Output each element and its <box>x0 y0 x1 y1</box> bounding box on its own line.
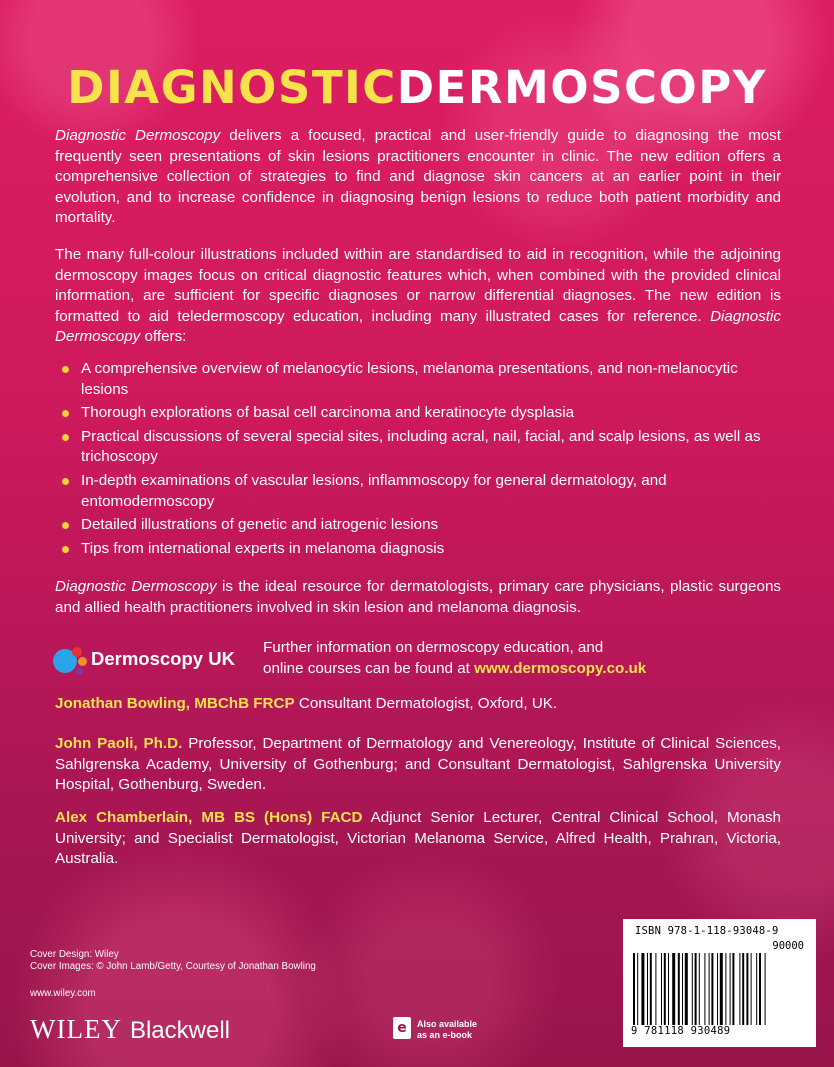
further-info <box>263 638 763 679</box>
publisher-imprint: Blackwell <box>129 1017 230 1044</box>
further-info-line2 <box>263 659 763 680</box>
author-bowling <box>55 694 781 715</box>
ebook-line1: Also available <box>417 1019 478 1029</box>
cover-design-credit: Cover Design: Wiley <box>30 949 119 960</box>
title-part2: DERMOSCOPY <box>396 61 767 114</box>
author-paoli <box>55 734 781 796</box>
bullet-icon <box>62 366 69 373</box>
ebook-text <box>417 1019 477 1041</box>
dermoscopy-uk-logo <box>53 637 243 681</box>
author-bio: Consultant Dermatologist, Oxford, UK. <box>294 695 558 712</box>
author-bio: Professor, Department of Dermatology and Venereology, Institute of Clinical Sciences, Sahlgrenska Academy, University of Gothenburg; and Consultant Dermatologist, Sahlgrenska University Hospital, Gothenburg, Sweden. <box>55 735 782 794</box>
isbn-barcode-box <box>623 919 816 1047</box>
para2-text: The many full-colour illustrations included within are standardised to aid in recognition, while the adjoining dermoscopy images focus on critical diagnostic features which, when combined with the provided clinical information, are sufficient for specific diagnoses or narrow differential diagnoses. The new edition is formatted to aid teledermoscopy education, including many illustrated cases for reference. <box>55 246 781 325</box>
bullet-icon <box>62 434 69 441</box>
bullet-text: A comprehensive overview of melanocytic lesions, melanoma presentations, and non-melanocytic lesions <box>81 360 738 398</box>
further-info-line1: Further information on dermoscopy education, and <box>263 639 604 656</box>
audience-paragraph <box>55 577 781 618</box>
para3-book-title: Diagnostic Dermoscopy <box>55 578 217 595</box>
ebook-icon: e <box>393 1017 411 1039</box>
para3-text: is the ideal resource for dermatologists, primary care physicians, plastic surgeons and allied health practitioners involved in skin lesion and melanoma diagnosis. <box>55 578 781 616</box>
list-item <box>55 427 781 468</box>
author-name: John Paoli, Ph.D. <box>55 735 183 752</box>
logo-dot-icon <box>76 668 83 675</box>
intro-text: delivers a focused, practical and user-friendly guide to diagnosing the most frequently seen presentations of skin lesions practitioners encounter in clinic. The new edition offers a comprehensive collection of strategies to find and diagnose skin cancers at an earlier point in their evolution, and to increase confidence in diagnosing benign lesions to reduce both patient morbidity and mortality. <box>55 127 781 227</box>
logo-dot-icon <box>78 657 87 666</box>
list-item <box>55 471 781 512</box>
logo-text: Dermoscopy UK <box>91 648 235 669</box>
bullet-icon <box>62 410 69 417</box>
bullet-text: In-depth examinations of vascular lesions, inflammoscopy for general dermatology, and entomodermoscopy <box>81 471 667 510</box>
bullet-text: Detailed illustrations of genetic and iatrogenic lesions <box>81 516 439 534</box>
publisher-logo <box>30 1014 230 1045</box>
isbn-digits: 9 781118 930489 <box>631 1025 731 1037</box>
isbn-label: ISBN 978-1-118-93048-9 <box>635 925 779 937</box>
list-item <box>55 359 781 400</box>
para2-tail: offers: <box>140 328 187 346</box>
intro-paragraph <box>55 126 781 229</box>
list-item <box>55 403 781 424</box>
feature-list <box>55 359 781 562</box>
logo-dot-icon <box>72 647 82 657</box>
barcode-icon <box>633 953 806 1025</box>
intro-book-title: Diagnostic Dermoscopy <box>55 127 221 144</box>
cover-images-credit: Cover Images: © John Lamb/Getty, Courtesy of Jonathan Bowling <box>30 961 316 972</box>
dermoscopy-link[interactable]: www.dermoscopy.co.uk <box>474 659 647 677</box>
bullet-icon <box>62 546 69 553</box>
author-bio: Adjunct Senior Lecturer, Central Clinical School, Monash University; and Specialist Dermatologist, Victorian Melanoma Service, Alfred Health, Prahran, Victoria, Australia. <box>55 809 781 868</box>
description-paragraph <box>55 245 781 348</box>
author-name: Jonathan Bowling, MBChB FRCP <box>55 695 295 712</box>
further-info-text: online courses can be found at <box>263 659 475 677</box>
ebook-line2: as an e-book <box>417 1030 473 1040</box>
bullet-icon <box>62 522 69 529</box>
title-part1: DIAGNOSTIC <box>67 61 397 114</box>
bullet-icon <box>62 478 69 485</box>
list-item <box>55 539 781 560</box>
bullet-text: Practical discussions of several special sites, including acral, nail, facial, and scalp lesions, as well as trichoscopy <box>81 427 761 466</box>
bullet-text: Thorough explorations of basal cell carcinoma and keratinocyte dysplasia <box>81 404 575 422</box>
publisher-name: WILEY <box>30 1014 122 1044</box>
author-name: Alex Chamberlain, MB BS (Hons) FACD <box>55 809 363 826</box>
para2-book-title: Diagnostic Dermoscopy <box>55 307 781 346</box>
website-link[interactable]: www.wiley.com <box>30 988 96 999</box>
book-title <box>0 62 834 114</box>
isbn-supplement: 90000 <box>772 940 804 952</box>
author-chamberlain <box>55 808 781 870</box>
list-item <box>55 515 781 536</box>
bullet-text: Tips from international experts in melanoma diagnosis <box>81 539 445 557</box>
